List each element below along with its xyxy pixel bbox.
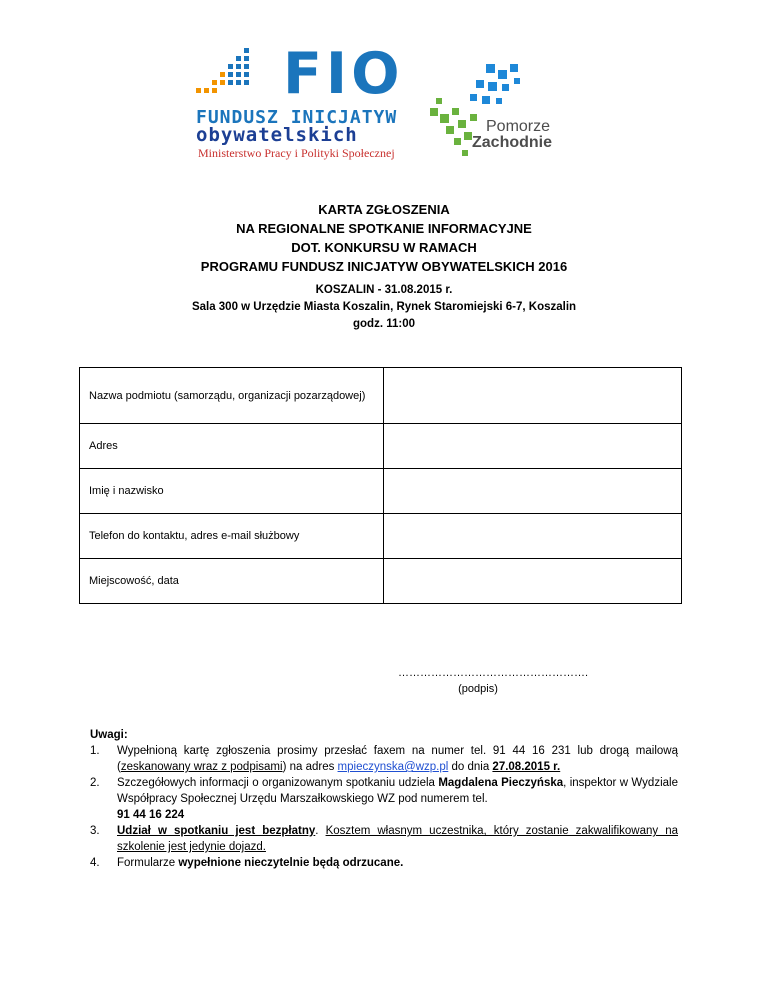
list-number: 3. xyxy=(90,825,100,837)
field-label-contact: Telefon do kontaktu, adres e-mail służbowy xyxy=(80,514,384,559)
note-text: ) na adres xyxy=(282,761,338,773)
fio-name-line1: FUNDUSZ INICJATYW xyxy=(196,107,398,128)
fio-dots-logo-icon xyxy=(194,46,254,106)
note-text: Formularze xyxy=(117,857,179,869)
event-details xyxy=(0,282,768,333)
list-number: 4. xyxy=(90,857,100,869)
event-time: godz. 11:00 xyxy=(353,318,415,330)
event-venue: Sala 300 w Urzędzie Miasta Koszalin, Rynek Staromiejski 6-7, Koszalin xyxy=(191,301,577,313)
note-text: Kosztem własnym uczestnika, który zostanie zakwalifikowany na szkolenie jest jedynie dojazd. xyxy=(117,825,678,853)
note-text: wypełnione nieczytelnie będą odrzucane. xyxy=(178,857,404,869)
list-number: 1. xyxy=(90,745,100,757)
fio-name-line2: obywatelskich xyxy=(196,124,358,146)
fio-ministry: Ministerstwo Pracy i Polityki Społecznej xyxy=(198,146,395,160)
note-text: Udział w spotkaniu jest bezpłatny xyxy=(117,825,316,837)
signature-block xyxy=(398,665,589,697)
field-label-address: Adres xyxy=(80,424,384,469)
notes-heading: Uwagi: xyxy=(90,729,128,741)
signature-line: ……………………………………………. xyxy=(398,667,589,679)
deadline-date: 27.08.2015 r. xyxy=(492,761,561,773)
note-text: Szczegółowych informacji o organizowanym spotkaniu udziela xyxy=(117,777,439,789)
list-item xyxy=(90,743,678,775)
field-value-name[interactable] xyxy=(384,469,682,514)
note-text: Wypełnioną kartę zgłoszenia prosimy przesłać faxem na numer tel. 91 44 16 231 lub drogą mailową ( xyxy=(117,745,678,773)
pomorze-label: Pomorze xyxy=(486,118,551,135)
note-text: zeskanowany wraz z podpisami xyxy=(120,761,283,773)
table-row xyxy=(80,514,682,559)
table-row xyxy=(80,368,682,424)
title-line: PROGRAMU FUNDUSZ INICJATYW OBYWATELSKICH 2016 xyxy=(200,259,568,274)
title-line: DOT. KONKURSU W RAMACH xyxy=(291,240,477,255)
table-row xyxy=(80,559,682,604)
contact-phone: 91 44 16 224 xyxy=(117,809,185,821)
table-row xyxy=(80,469,682,514)
list-item xyxy=(90,855,678,871)
list-item xyxy=(90,775,678,823)
title-line: KARTA ZGŁOSZENIA xyxy=(318,202,450,217)
notes-section xyxy=(92,727,678,871)
signature-label: (podpis) xyxy=(458,683,498,695)
list-item xyxy=(90,823,678,855)
email-link[interactable]: mpieczynska@wzp.pl xyxy=(337,761,449,773)
table-row xyxy=(80,424,682,469)
event-city-date: KOSZALIN - 31.08.2015 r. xyxy=(315,284,453,296)
field-value-contact[interactable] xyxy=(384,514,682,559)
list-number: 2. xyxy=(90,777,100,789)
form-title xyxy=(0,200,768,276)
field-label-name: Imię i nazwisko xyxy=(80,469,384,514)
note-text: , inspektor w Wydziale Współpracy Społecznej Urzędu Marszałkowskiego WZ pod numerem tel. xyxy=(117,777,678,805)
note-text: do dnia xyxy=(448,761,493,773)
field-value-entity[interactable] xyxy=(384,368,682,424)
logos-header xyxy=(190,41,590,164)
notes-list xyxy=(92,743,678,871)
contact-person: Magdalena Pieczyńska xyxy=(438,777,564,789)
registration-form-table xyxy=(79,367,682,604)
zachodnie-label: Zachodnie xyxy=(472,134,553,151)
field-value-place-date[interactable] xyxy=(384,559,682,604)
fio-acronym: FIO xyxy=(283,41,404,107)
title-line: NA REGIONALNE SPOTKANIE INFORMACYJNE xyxy=(236,221,532,236)
field-value-address[interactable] xyxy=(384,424,682,469)
field-label-place-date: Miejscowość, data xyxy=(80,559,384,604)
field-label-entity: Nazwa podmiotu (samorządu, organizacji pozarządowej) xyxy=(80,368,384,424)
note-text: . xyxy=(315,825,326,837)
